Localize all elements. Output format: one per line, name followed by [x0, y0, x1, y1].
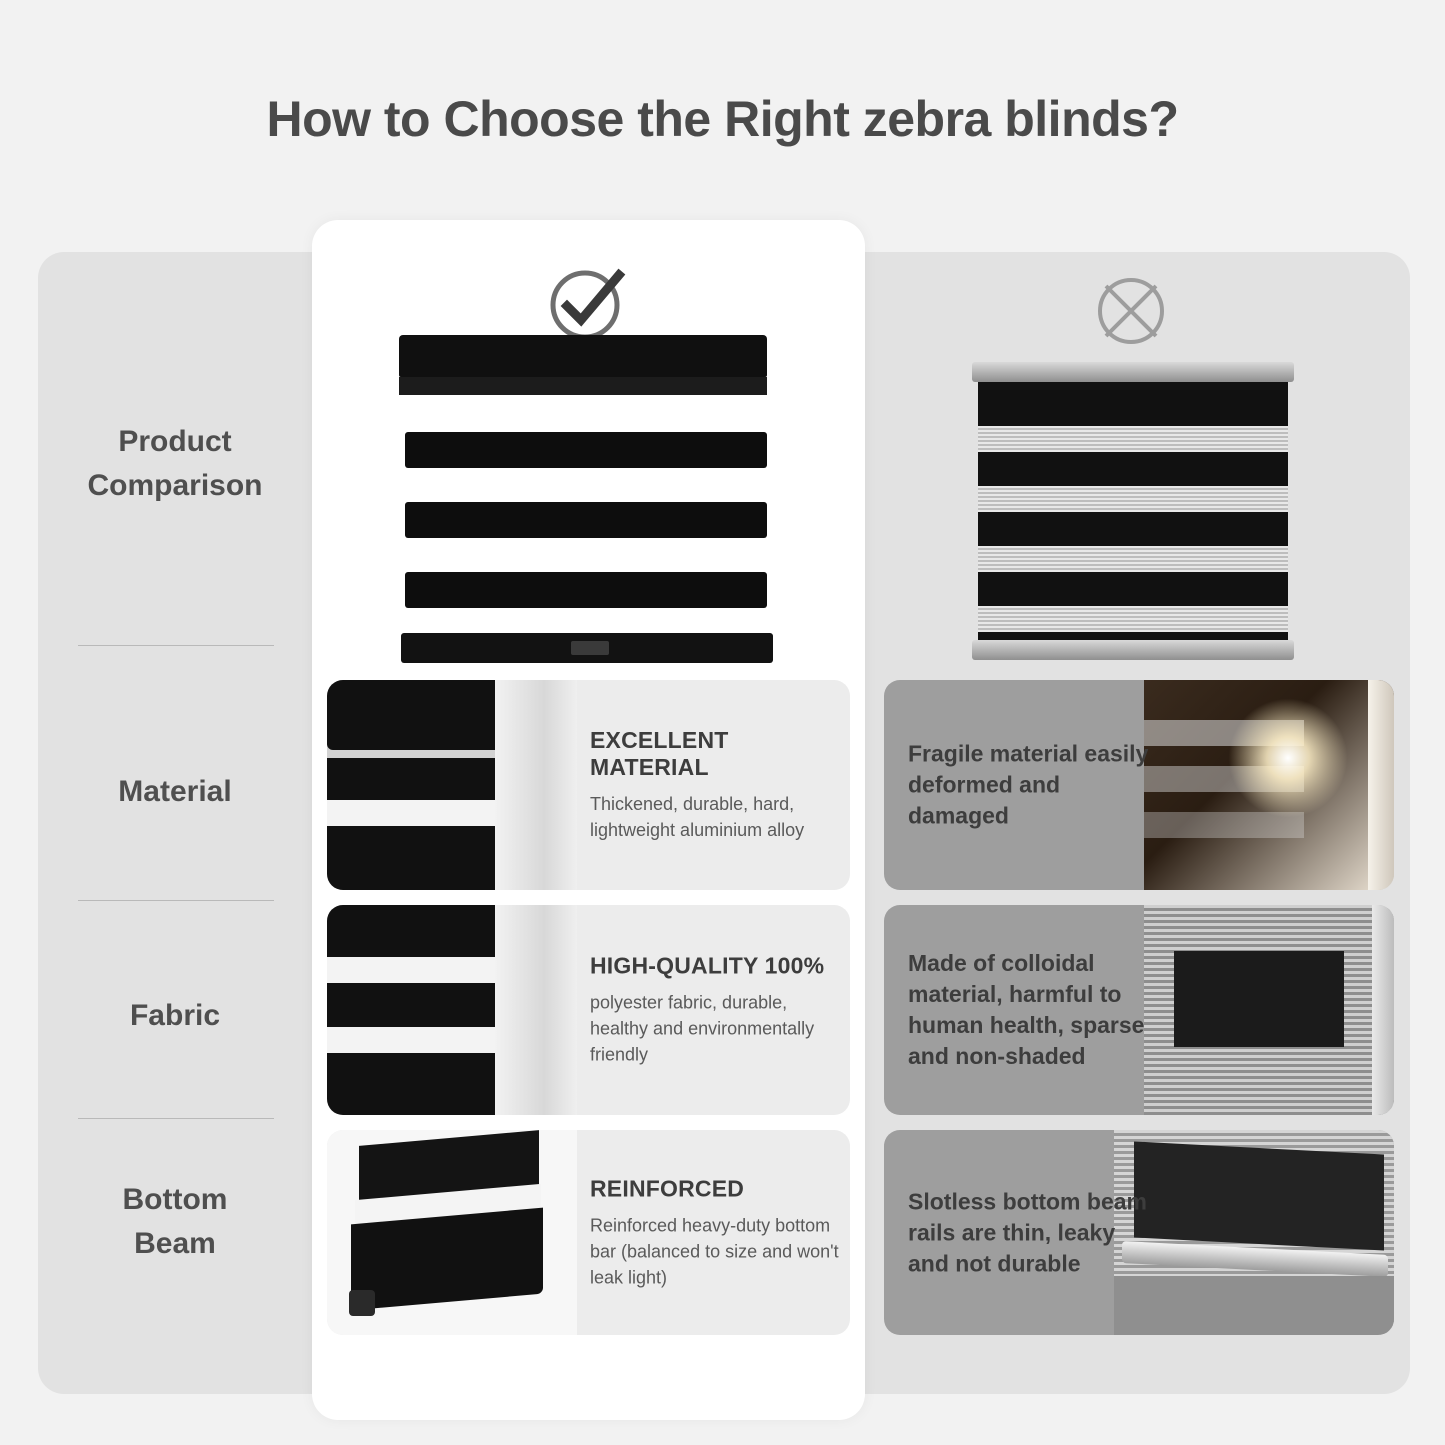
- blind-sheer: [327, 957, 502, 983]
- good-product-image: [393, 335, 785, 675]
- row-label-product-comparison: [38, 420, 312, 507]
- blind-slat: [405, 502, 767, 538]
- blind-sheer: [327, 800, 502, 826]
- check-circle-icon: [545, 263, 635, 343]
- good-card-heading: HIGH-QUALITY 100%: [590, 952, 825, 979]
- row-label-line-1: Material: [118, 775, 232, 808]
- row-label-column: [38, 252, 312, 1394]
- bad-card-fabric: [884, 905, 1394, 1115]
- good-card-bottom-beam-text: [572, 1130, 850, 1335]
- page-title: How to Choose the Right zebra blinds?: [266, 91, 1179, 147]
- row-label-line-2: Beam: [134, 1226, 216, 1260]
- good-card-bottom-beam-image: [327, 1130, 577, 1335]
- bad-card-material: [884, 680, 1394, 890]
- good-card-fabric-image: [327, 905, 577, 1115]
- good-card-heading: REINFORCED: [590, 1174, 745, 1201]
- good-card-heading: EXCELLENT MATERIAL: [590, 726, 729, 780]
- good-card-material-text: [572, 680, 850, 890]
- window-frame: [495, 905, 577, 1115]
- bad-card-fabric-image: [1144, 905, 1394, 1115]
- blind-slat: [327, 826, 502, 890]
- row-label-fabric: [38, 994, 312, 1038]
- bad-card-text: Made of colloidal material, harmful to human health, sparse and non-shaded: [908, 949, 1145, 1070]
- bad-card-material-text: [884, 680, 1174, 890]
- blind-slat: [327, 758, 502, 800]
- good-card-fabric-text: [572, 905, 850, 1115]
- aluminium-head-rail: [327, 680, 502, 750]
- sheer-stripe: [978, 486, 1288, 512]
- good-card-body: Thickened, durable, hard, lightweight aluminium alloy: [590, 793, 805, 840]
- bad-card-fabric-text: [884, 905, 1174, 1115]
- blind-slat: [327, 1053, 502, 1115]
- row-label-line-2: Comparison: [87, 468, 263, 502]
- bad-card-text: Slotless bottom beam rails are thin, leaky and not durable: [908, 1187, 1147, 1277]
- bottom-rail: [972, 640, 1294, 660]
- row-label-line-1: Product: [118, 425, 232, 458]
- sheer-stripe: [978, 546, 1288, 572]
- top-rail: [972, 362, 1294, 382]
- good-card-body: polyester fabric, durable, healthy and environmentally friendly: [590, 992, 815, 1065]
- good-card-bottom-beam: [327, 1130, 850, 1335]
- blind-slat: [405, 572, 767, 608]
- bad-card-text: Fragile material easily deformed and damaged: [908, 740, 1149, 829]
- good-card-material: [327, 680, 850, 890]
- blind-slat: [327, 983, 502, 1027]
- sheer-stripe: [978, 606, 1288, 632]
- row-label-material: [38, 770, 312, 814]
- blind-slat: [405, 432, 767, 468]
- bad-card-bottom-beam-text: [884, 1130, 1174, 1335]
- bad-card-material-image: [1144, 680, 1394, 890]
- bad-card-bottom-beam: [884, 1130, 1394, 1335]
- blind-slat: [327, 905, 502, 957]
- head-rail: [399, 335, 767, 377]
- head-rail-lower: [399, 377, 767, 395]
- good-card-fabric: [327, 905, 850, 1115]
- good-card-material-image: [327, 680, 577, 890]
- good-card-body: Reinforced heavy-duty bottom bar (balanced to size and won't leak light): [590, 1214, 839, 1288]
- window-frame: [495, 680, 577, 890]
- row-label-bottom-beam: [38, 1178, 312, 1265]
- row-divider-1: [78, 645, 274, 646]
- cross-circle-icon: [1092, 272, 1170, 350]
- sheer-stripe: [978, 426, 1288, 452]
- blind-sheer: [327, 1027, 502, 1053]
- pull-tab: [571, 641, 609, 655]
- bad-product-image: [978, 368, 1288, 658]
- row-label-line-1: Bottom: [122, 1183, 228, 1216]
- row-divider-3: [78, 1118, 274, 1119]
- row-divider-2: [78, 900, 274, 901]
- row-label-line-1: Fabric: [129, 999, 221, 1032]
